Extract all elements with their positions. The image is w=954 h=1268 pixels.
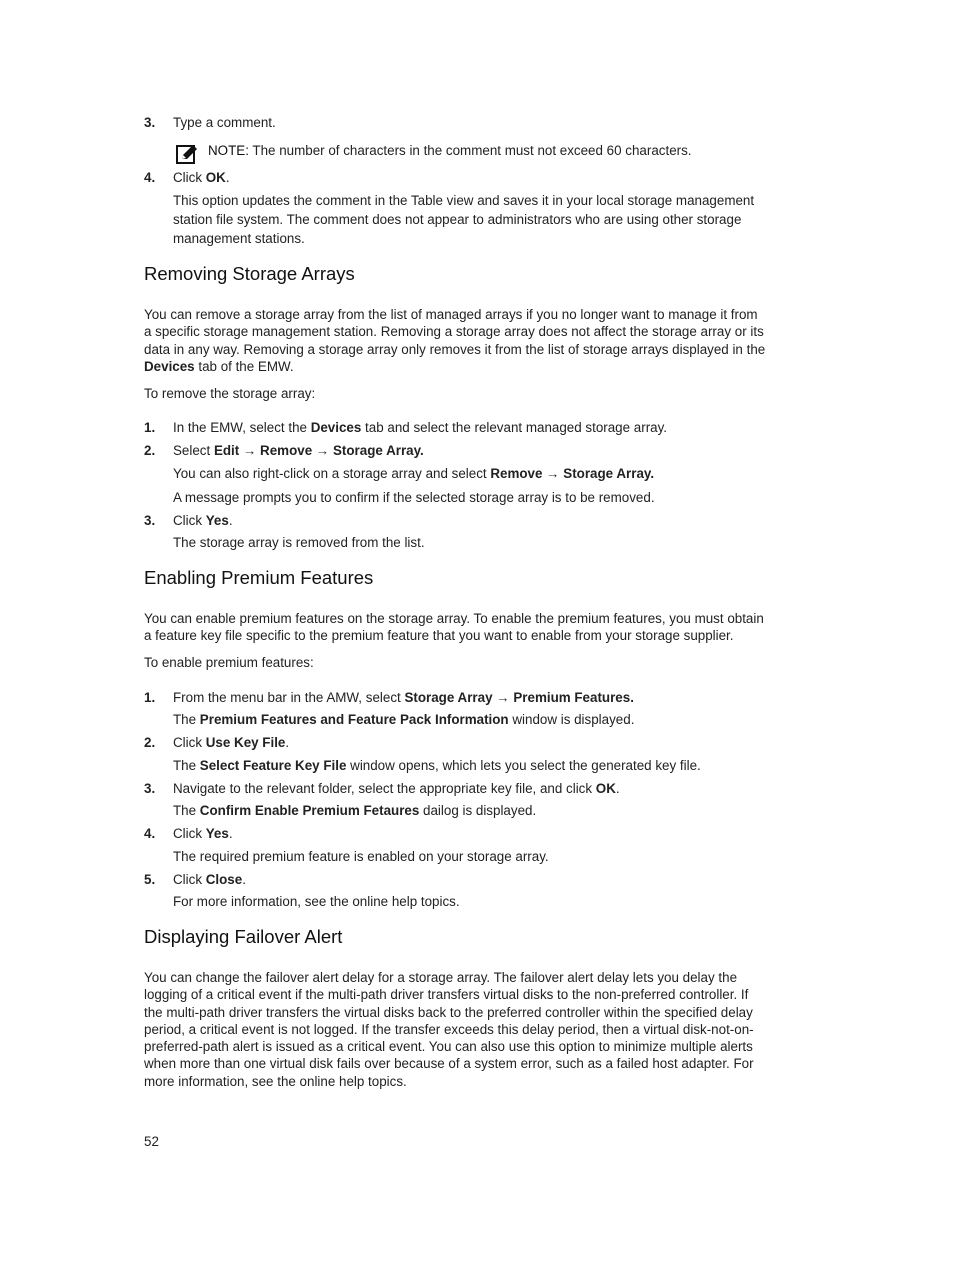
text: You can also right-click on a storage array and select	[173, 466, 491, 481]
bold-term: Devices	[310, 420, 362, 435]
text: .	[228, 513, 233, 528]
section-heading: Removing Storage Arrays	[144, 263, 355, 284]
step-text	[173, 734, 289, 751]
text: .	[228, 826, 233, 841]
text: Click	[173, 872, 206, 887]
bold-term: Remove → Storage Array.	[490, 466, 655, 481]
step-number: 3.	[144, 115, 156, 130]
note-pencil-icon	[176, 144, 198, 164]
bold-term: Use Key File	[205, 735, 286, 750]
lead-text: To enable premium features:	[144, 655, 314, 670]
step-text	[173, 825, 233, 842]
paragraph-line: You can remove a storage array from the list of managed arrays if you no longer want to manage it from	[144, 307, 758, 322]
text: Click	[173, 735, 206, 750]
step-text	[173, 442, 424, 459]
bold-term: Edit → Remove → Storage Array.	[213, 443, 424, 458]
step-number: 5.	[144, 872, 156, 887]
lead-text: To remove the storage array:	[144, 386, 316, 401]
step-text	[173, 419, 667, 436]
note-text: The number of characters in the comment must not exceed 60 characters.	[248, 143, 692, 158]
paragraph-line: logging of a critical event if the multi-path driver transfers virtual disks to the non-preferred controller. If	[144, 987, 749, 1002]
step-desc-line: This option updates the comment in the Table view and saves it in your local storage management	[173, 193, 755, 208]
paragraph-line	[144, 358, 294, 375]
step-desc-line: management stations.	[173, 231, 305, 246]
text: In the EMW, select the	[173, 420, 311, 435]
bold-term: Storage Array → Premium Features.	[404, 690, 634, 705]
text: .	[615, 781, 620, 796]
text: Click	[173, 826, 206, 841]
step-text: Type a comment.	[173, 115, 276, 130]
step-desc: The required premium feature is enabled on your storage array.	[173, 849, 549, 864]
bold-term: Devices	[144, 359, 195, 374]
text: tab and select the relevant managed storage array.	[361, 420, 668, 435]
step-desc: For more information, see the online help topics.	[173, 894, 460, 909]
paragraph-line: a specific storage management station. Removing a storage array does not affect the storage array or its	[144, 324, 764, 339]
section-heading: Displaying Failover Alert	[144, 926, 343, 947]
step-text	[173, 689, 634, 706]
bold-term: Premium Features and Feature Pack Information	[199, 712, 509, 727]
step-number: 3.	[144, 781, 156, 796]
paragraph-line: data in any way. Removing a storage array only removes it from the list of storage arrays displayed in the	[144, 342, 766, 357]
text: window is displayed.	[508, 712, 635, 727]
step-desc	[173, 465, 654, 482]
bold-term: OK	[595, 781, 616, 796]
text: From the menu bar in the AMW, select	[173, 690, 405, 705]
step-text	[173, 780, 620, 797]
step-number: 1.	[144, 690, 156, 705]
step-desc	[173, 802, 536, 819]
step-desc	[173, 711, 634, 728]
step-number: 1.	[144, 420, 156, 435]
text: The	[173, 712, 200, 727]
step-number: 2.	[144, 735, 156, 750]
step-text	[173, 871, 246, 888]
page-number: 52	[144, 1134, 159, 1149]
paragraph-line: You can enable premium features on the storage array. To enable the premium features, you must obtain	[144, 611, 764, 626]
text: Click	[173, 170, 206, 185]
note-label: NOTE:	[208, 143, 249, 158]
bold-term: Confirm Enable Premium Fetaures	[199, 803, 420, 818]
paragraph-line: period, a critical event is not logged. If the transfer exceeds this delay period, then a virtual disk-not-on-	[144, 1022, 754, 1037]
step-number: 3.	[144, 513, 156, 528]
paragraph-line: the multi-path driver transfers the virtual disks back to the preferred controller within the specified delay	[144, 1005, 753, 1020]
step-number: 2.	[144, 443, 156, 458]
step-text	[173, 512, 233, 529]
text: The	[173, 758, 200, 773]
step-text	[173, 169, 230, 186]
paragraph-line: more information, see the online help topics.	[144, 1074, 407, 1089]
step-desc-line: station file system. The comment does not appear to administrators who are using other storage	[173, 212, 742, 227]
text: tab of the EMW.	[194, 359, 294, 374]
paragraph-line: a feature key file specific to the premium feature that you want to enable from your storage supplier.	[144, 628, 734, 643]
bold-term: Select Feature Key File	[199, 758, 347, 773]
bold-term: Yes	[205, 513, 229, 528]
text: .	[285, 735, 290, 750]
text: .	[242, 872, 246, 887]
text: window opens, which lets you select the generated key file.	[346, 758, 701, 773]
paragraph-line: You can change the failover alert delay for a storage array. The failover alert delay lets you delay the	[144, 970, 738, 985]
text: dailog is displayed.	[419, 803, 537, 818]
step-number: 4.	[144, 826, 156, 841]
step-number: 4.	[144, 170, 156, 185]
text: The	[173, 803, 200, 818]
step-desc	[173, 757, 701, 774]
paragraph-line: when more than one virtual disk fails over because of a system error, such as a failed host adapter. For	[144, 1056, 754, 1071]
step-desc: A message prompts you to confirm if the selected storage array is to be removed.	[173, 490, 655, 505]
text: Select	[173, 443, 214, 458]
bold-term: Yes	[205, 826, 229, 841]
bold-term: Close	[205, 872, 243, 887]
paragraph-line: preferred-path alert is issued as a critical event. You can also use this option to minimize multiple alerts	[144, 1039, 753, 1054]
step-desc: The storage array is removed from the list.	[173, 535, 425, 550]
text: Navigate to the relevant folder, select the appropriate key file, and click	[173, 781, 596, 796]
section-heading: Enabling Premium Features	[144, 567, 374, 588]
text: Click	[173, 513, 206, 528]
text: .	[225, 170, 230, 185]
note	[208, 142, 692, 159]
bold-term: OK	[205, 170, 226, 185]
